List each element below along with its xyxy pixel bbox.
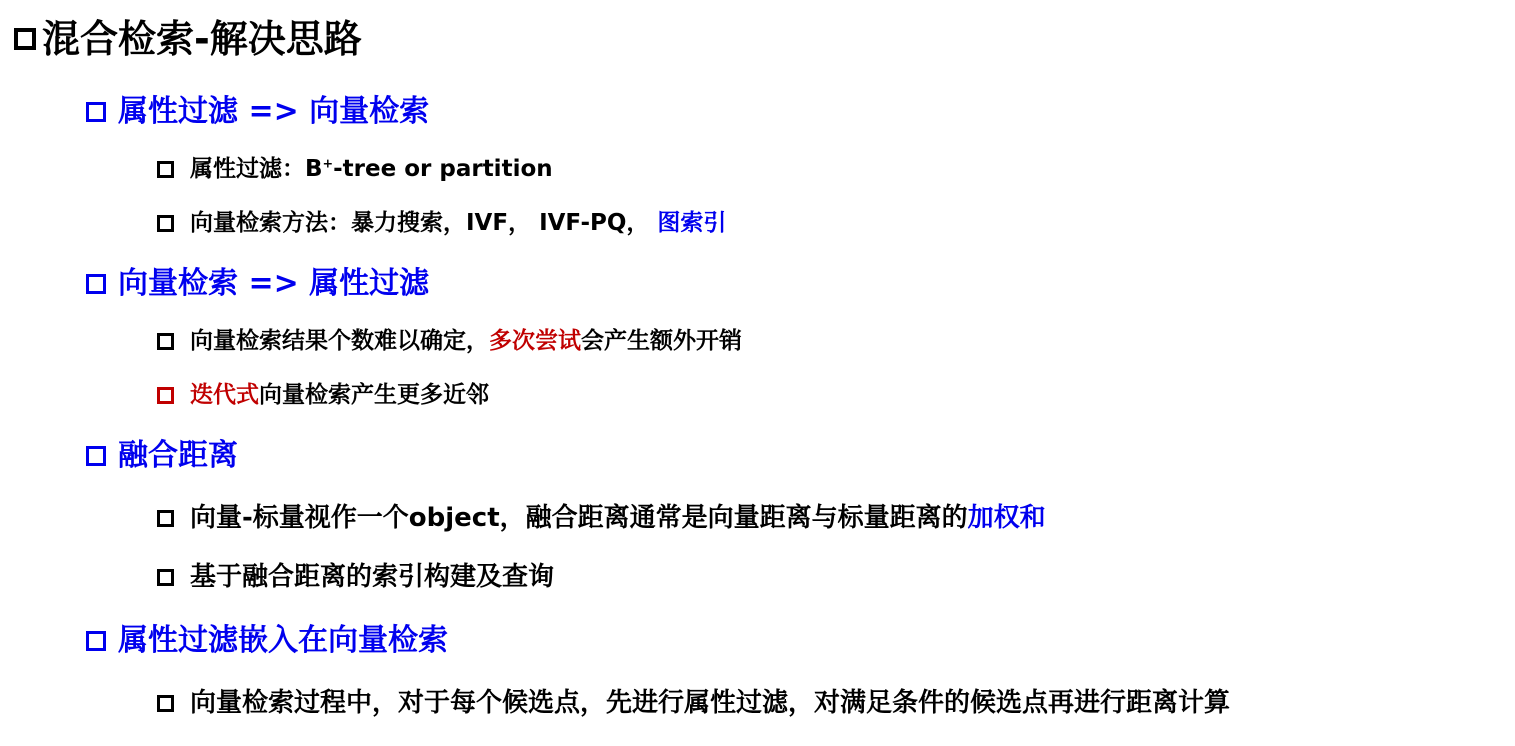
square-bullet-icon xyxy=(157,161,174,178)
square-bullet-icon xyxy=(14,28,36,50)
section-heading-vector-first xyxy=(86,264,429,304)
square-bullet-icon xyxy=(157,695,174,712)
section-heading-attr-filter-first xyxy=(86,92,429,132)
item-text: 向量检索结果个数难以确定，多次尝试会产生额外开销 xyxy=(190,328,742,354)
section-heading-fused-distance xyxy=(86,436,238,476)
section-heading-text: 属性过滤 => 向量检索 xyxy=(118,94,430,129)
square-bullet-icon xyxy=(86,274,106,294)
list-item xyxy=(157,502,1046,534)
page-title xyxy=(14,14,362,64)
list-item xyxy=(157,687,1230,719)
list-item xyxy=(157,561,554,593)
list-item xyxy=(157,153,553,185)
section-heading-text: 向量检索 => 属性过滤 xyxy=(118,266,430,301)
list-item xyxy=(157,207,726,239)
section-heading-text: 融合距离 xyxy=(118,438,238,473)
highlight-blue: 图索引 xyxy=(657,210,727,236)
item-text: 属性过滤：B+-tree or partition xyxy=(190,155,553,182)
highlight-red: 多次尝试 xyxy=(489,328,581,354)
square-bullet-icon xyxy=(157,333,174,350)
item-text: 迭代式向量检索产生更多近邻 xyxy=(190,382,489,408)
square-bullet-icon xyxy=(86,631,106,651)
square-bullet-icon xyxy=(157,569,174,586)
item-text: 基于融合距离的索引构建及查询 xyxy=(190,562,555,592)
highlight-blue: 加权和 xyxy=(967,503,1046,533)
page-title-text: 混合检索-解决思路 xyxy=(42,17,362,61)
highlight-red: 迭代式 xyxy=(190,382,259,408)
list-item xyxy=(157,325,742,357)
item-text: 向量-标量视作一个object，融合距离通常是向量距离与标量距离的加权和 xyxy=(190,503,1046,533)
square-bullet-icon xyxy=(157,510,174,527)
square-bullet-icon xyxy=(157,215,174,232)
square-bullet-icon xyxy=(157,387,174,404)
list-item xyxy=(157,379,489,411)
section-heading-text: 属性过滤嵌入在向量检索 xyxy=(118,623,448,658)
item-text: 向量检索方法：暴力搜索，IVF， IVF-PQ， 图索引 xyxy=(190,210,727,236)
item-text: 向量检索过程中，对于每个候选点，先进行属性过滤，对满足条件的候选点再进行距离计算 xyxy=(190,688,1231,718)
square-bullet-icon xyxy=(86,102,106,122)
section-heading-embedded-filter xyxy=(86,621,448,661)
square-bullet-icon xyxy=(86,446,106,466)
